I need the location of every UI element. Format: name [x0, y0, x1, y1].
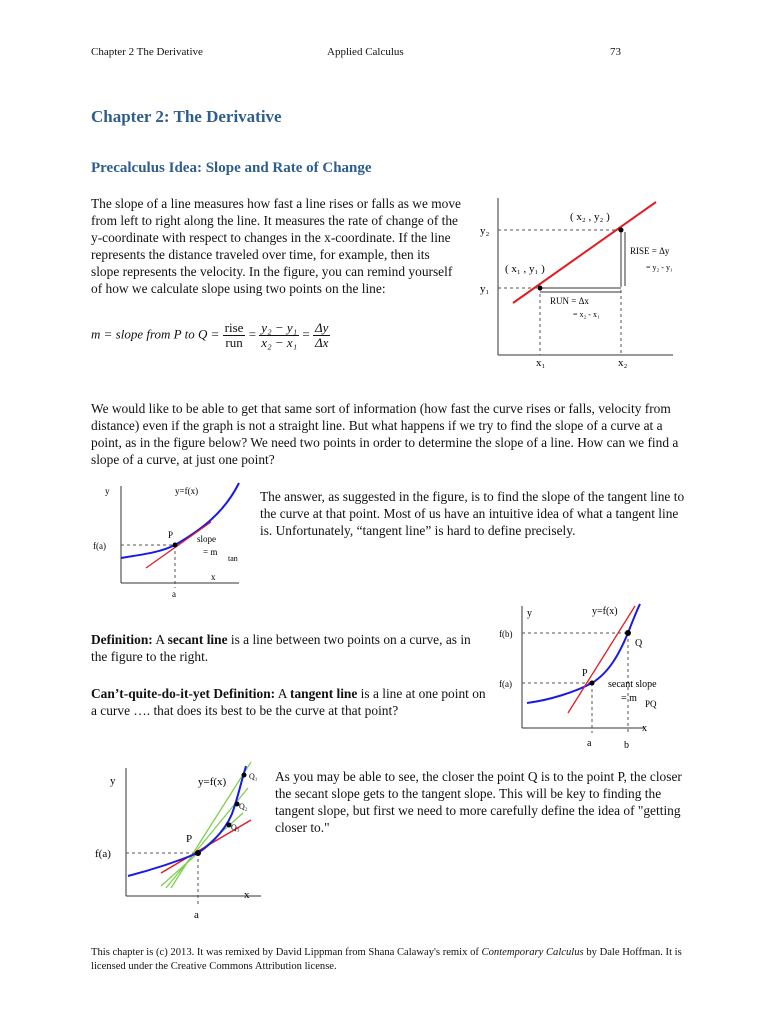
paragraph3-text: The answer, as suggested in the figure, is to find the slope of the tangent line to the curve at that point. Most of us have an intuitive idea of what a tangent line is. Unfortunately, “tangent line” is hard to define precisely.	[260, 489, 685, 538]
definition-secant	[91, 631, 481, 665]
point-p1	[538, 286, 543, 291]
label-fa: f(a)	[95, 848, 111, 860]
label-pq: PQ	[645, 699, 657, 709]
fraction-delta	[313, 321, 330, 350]
running-header-center: Applied Calculus	[327, 46, 404, 58]
footer-post: by Dale Hoffman. It is licensed under the Creative Commons Attribution license.	[91, 947, 682, 972]
paragraph-tangent-answer	[260, 488, 688, 539]
fraction-denominator: run	[225, 335, 243, 350]
fraction-numerator: Δy	[315, 320, 329, 335]
definition-term: tangent line	[290, 686, 358, 701]
label-a: a	[172, 589, 176, 599]
point-p	[195, 850, 201, 856]
definition-pre: A	[152, 632, 168, 647]
label-x1: x₁	[536, 357, 546, 369]
paragraph-curve-slope	[91, 400, 686, 468]
label-b: b	[624, 740, 629, 751]
label-fx: y=f(x)	[175, 486, 199, 496]
label-y1: y₁	[480, 283, 490, 295]
fraction-numerator: y₂ − y₁	[261, 320, 298, 335]
definition-label: Can’t-quite-do-it-yet Definition:	[91, 686, 276, 701]
label-run: RUN = Δx	[550, 296, 589, 306]
definition-term: secant line	[167, 632, 228, 647]
label-p: P	[168, 530, 174, 540]
fraction-denominator: Δx	[315, 335, 329, 350]
equals-sign: =	[248, 326, 257, 342]
tangent-line	[146, 522, 211, 568]
definition-body: is a line between two points on a curve, as in the figure to the right.	[91, 632, 471, 664]
definition-pre: A	[275, 686, 290, 701]
label-fx: y=f(x)	[198, 776, 227, 788]
page-number: 73	[610, 46, 621, 58]
point-q	[625, 630, 631, 636]
label-rise-formula: = y₂ - y₁	[646, 263, 673, 272]
label-p: P	[186, 833, 193, 845]
figure-line-slope	[478, 190, 678, 370]
label-x: x	[642, 723, 647, 734]
label-point2: ( x₂ , y₂ )	[570, 211, 610, 223]
definition-label: Definition:	[91, 632, 153, 647]
paragraph4-text: As you may be able to see, the closer the point Q is to the point P, the closer the secant slope gets to the tangent slope. This will be key to finding the tangent slope, but first we need to more carefully define the idea of "getting closer to."	[275, 769, 682, 835]
label-fa: f(a)	[499, 679, 512, 689]
label-x: x	[211, 572, 216, 582]
label-eq-m: = m	[621, 693, 637, 704]
footer-license	[91, 946, 691, 974]
blue-curve	[128, 766, 246, 876]
label-secant-slope: secant slope	[608, 679, 657, 690]
label-tan: tan	[228, 554, 238, 563]
fraction-coordinates	[259, 321, 299, 350]
label-rise: RISE = Δy	[630, 246, 670, 256]
label-fa: f(a)	[93, 541, 106, 551]
label-q1: Q₁	[249, 772, 258, 781]
equals-sign: =	[302, 326, 310, 342]
section-title: Precalculus Idea: Slope and Rate of Change	[91, 160, 372, 176]
point-p2	[619, 228, 624, 233]
fraction-rise-run	[223, 321, 246, 350]
label-fx: y=f(x)	[592, 606, 618, 617]
label-q2: Q₂	[239, 802, 248, 811]
label-q3: Q₃	[231, 823, 240, 832]
equation-lhs: m = slope from P to Q =	[91, 326, 220, 342]
label-x: x	[244, 889, 250, 901]
label-x2: x₂	[618, 357, 628, 369]
fraction-numerator: rise	[224, 320, 244, 335]
label-y: y	[110, 775, 116, 787]
figure-approach	[91, 758, 266, 920]
label-a: a	[587, 738, 592, 749]
label-eq-m: = m	[203, 547, 218, 557]
figure-tangent	[91, 478, 251, 600]
running-header-left: Chapter 2 The Derivative	[91, 46, 203, 58]
footer-pre: This chapter is (c) 2013. It was remixed by David Lippman from Shana Calaway's remix of	[91, 947, 482, 958]
point-p	[173, 543, 178, 548]
point-p	[590, 681, 595, 686]
definition-tangent	[91, 685, 491, 719]
label-y: y	[105, 486, 110, 496]
footer-book-title: Contemporary Calculus	[481, 947, 584, 958]
label-run-formula: = x₂ - x₁	[573, 310, 600, 319]
figure-secant	[495, 600, 677, 752]
point-q1	[242, 773, 247, 778]
label-p: P	[582, 668, 588, 679]
label-y2: y₂	[480, 225, 490, 237]
slope-equation	[91, 321, 330, 350]
label-fb: f(b)	[499, 629, 513, 639]
intro-text: The slope of a line measures how fast a line rises or falls as we move from left to right along the line. It measures the rate of change of the y-coordinate with respect to changes in the x-coordinate. If the line represents the distance traveled over time, for example, then its slope represents the velocity. In the figure, you can remind yourself of how we calculate slope using two points on the line:	[91, 196, 461, 296]
fraction-denominator: x₂ − x₁	[261, 335, 298, 350]
intro-paragraph	[91, 195, 461, 297]
definition-body: is a line at one point on a curve …. that does its best to be the curve at that point?	[91, 686, 486, 718]
label-point1: ( x₁ , y₁ )	[505, 263, 545, 275]
label-q: Q	[635, 638, 643, 649]
chapter-title: Chapter 2: The Derivative	[91, 107, 282, 126]
label-y: y	[527, 608, 532, 619]
paragraph-closer	[275, 768, 688, 836]
paragraph2-text: We would like to be able to get that same sort of information (how fast the curve rises or falls, velocity from distance) even if the graph is not a straight line. But what happens if we try to find the slope of a curve at a point, as in the figure below? We need two points in order to determine the slope of a line. How can we find a slope of a curve, at just one point?	[91, 401, 679, 467]
label-a: a	[194, 909, 199, 920]
label-slope: slope	[197, 534, 216, 544]
